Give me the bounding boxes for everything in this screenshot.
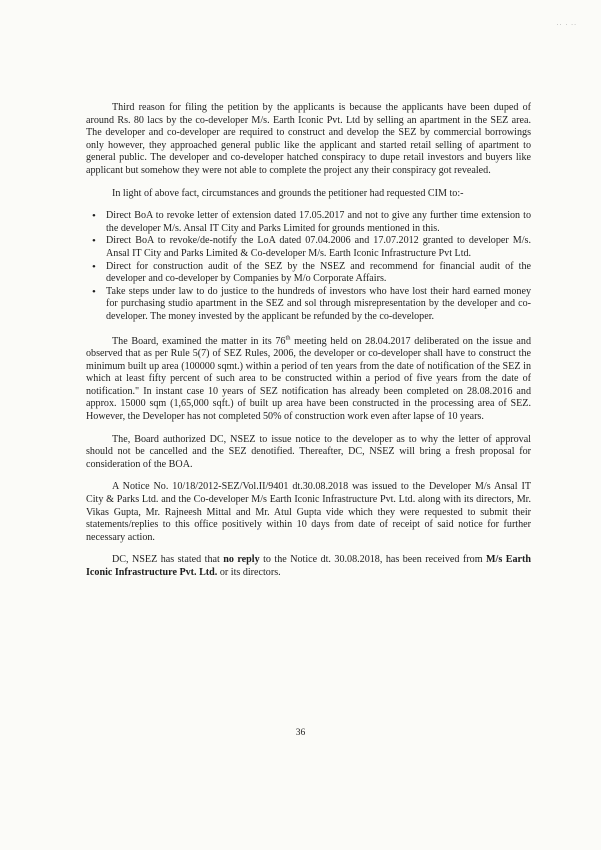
no-reply-text-end: or its directors. [217, 567, 281, 578]
paragraph-board-authorization: The, Board authorized DC, NSEZ to issue notice to the developer as to why the letter of approval should not be cancelled and the SEZ denotified. Thereafter, DC, NSEZ will bring a fresh proposal for consideration of the BOA. [86, 433, 531, 470]
no-reply-emphasis: no reply [223, 554, 260, 566]
no-reply-text-start: DC, NSEZ has stated that [112, 554, 224, 566]
no-reply-text-middle: to the Notice dt. 30.08.2018, has been received from [259, 554, 487, 566]
board-text-start: The Board, examined the matter in its 76 [112, 335, 286, 347]
list-item: • Direct BoA to revoke/de-notify the LoA dated 07.04.2006 and 17.07.2012 granted to developer M/s. Ansal IT City and Parks Limited & Co-developer M/s. Earth Iconic Infrastructure Pvt Ltd. [106, 235, 531, 260]
document-body [86, 102, 531, 590]
list-item: • Direct for construction audit of the SEZ by the NSEZ and recommend for financial audit of the developer and co-developer by Companies by M/o Corporate Affairs. [106, 261, 531, 286]
list-item: • Direct BoA to revoke letter of extension dated 17.05.2017 and not to give any further time extension to the developer M/s. Ansal IT City and Parks Limited for grounds mentioned in this. [106, 210, 531, 235]
paragraph-request-intro: In light of above fact, circumstances and grounds the petitioner had requested CIM to:- [112, 187, 464, 199]
paragraph-board-examination [86, 336, 531, 424]
board-text-rest: meeting held on 28.04.2017 deliberated on the issue and observed that as per Rule 5(7) of SEZ Rules, 2006, the developer or co-developer shall have to construct the minimum built up area (100000 sqmt.) within a period of ten years from the date of notification of the SEZ in which at least fifty percent of such area to be constructed within a period of five years from the date of notification." In instant case 10 years of SEZ notification has already been completed on 28.08.2016 and approx. 15000 sqm (1,65,000 sqft.) of built up area have been constructed in the processing area of SEZ. However, the Developer has not completed 50% of construction work even after lapse of 10 years. [86, 335, 531, 423]
ordinal-suffix: th [285, 334, 291, 342]
paragraph-third-reason: Third reason for filing the petition by the applicants is because the applicants have been duped of around Rs. 80 lacs by the co-developer M/s. Earth Iconic Pvt. Ltd by selling an apartment in the SEZ area. The developer and co-developer are required to construct and develop the SEZ by commercial borrowings only however, they approached general public like the applicant and started retail selling of apartment to general public. The developer and co-developer hatched conspiracy to dupe retail investors and buyers like applicant but somehow they were not able to complete the project any their conspiracy got revealed. [86, 102, 531, 176]
company-name-emphasis: M/s Earth Iconic Infrastructure Pvt. Ltd. [86, 554, 531, 578]
page-number: 36 [295, 728, 306, 738]
request-list [86, 210, 531, 323]
paragraph-no-reply [86, 554, 531, 579]
paragraph-notice-issued: A Notice No. 10/18/2012-SEZ/Vol.II/9401 dt.30.08.2018 was issued to the Developer M/s Ansal IT City & Parks Ltd. and the Co-developer M/s Earth Iconic Infrastructure Pvt. Ltd. along with its directors, Mr. Vikas Gupta, Mr. Rajneesh Mittal and Mr. Atul Gupta vide which they were requested to submit their statements/replies to this office positively within 10 days from date of receipt of said notice for further necessary action. [86, 481, 531, 543]
list-item: • Take steps under law to do justice to the hundreds of investors who have lost their hard earned money for purchasing studio apartment in the SEZ and sol through misrepresentation by the developer and co-developer. The money invested by the applicant be refunded by the co-developer. [106, 286, 531, 324]
scan-marks: ·· · ·· [556, 22, 577, 29]
